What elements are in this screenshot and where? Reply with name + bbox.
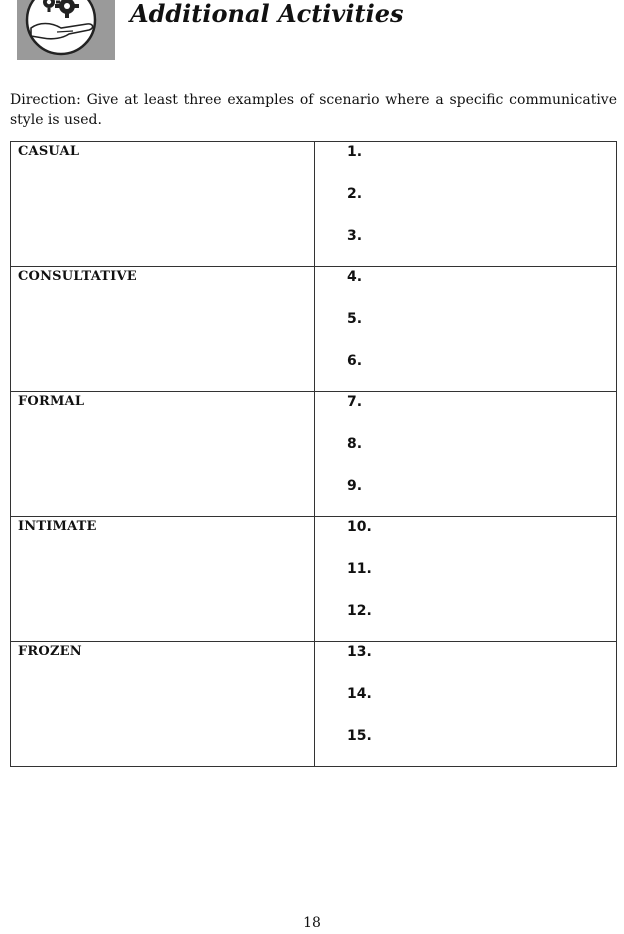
page-title: Additional Activities [130,0,404,28]
style-label: CASUAL [18,144,80,159]
answer-list [315,517,616,619]
style-label: FROZEN [18,644,82,659]
list-item-number: 5. [347,311,363,327]
hand-with-gears-icon [17,0,115,60]
table-row [11,642,617,767]
table-row [11,267,617,392]
list-item-number: 12. [347,603,372,619]
style-cell [11,267,315,392]
style-label: CONSULTATIVE [18,269,137,284]
list-item-number: 11. [347,561,372,577]
communicative-styles-table [10,141,617,767]
answer-cell [315,642,617,767]
list-item-number: 2. [347,186,363,202]
list-item-number: 9. [347,478,363,494]
style-label: FORMAL [18,394,85,409]
answer-cell [315,517,617,642]
list-item-number: 1. [347,144,363,160]
table-row [11,142,617,267]
list-item-number: 3. [347,228,363,244]
list-item-number: 10. [347,519,372,535]
answer-cell [315,142,617,267]
style-cell [11,392,315,517]
style-cell [11,517,315,642]
list-item-number: 14. [347,686,372,702]
answer-list [315,142,616,244]
direction-text: Direction: Give at least three examples of scenario where a specific communicative style is used. [10,92,617,128]
answer-list [315,642,616,744]
answer-cell [315,267,617,392]
list-item-number: 15. [347,728,372,744]
list-item-number: 8. [347,436,363,452]
page-number: 18 [303,915,321,931]
activity-logo [17,0,115,60]
table-row [11,392,617,517]
list-item-number: 6. [347,353,363,369]
answer-list [315,392,616,494]
style-label: INTIMATE [18,519,97,534]
style-cell [11,142,315,267]
table-row [11,517,617,642]
list-item-number: 4. [347,269,363,285]
list-item-number: 13. [347,644,372,660]
list-item-number: 7. [347,394,363,410]
style-cell [11,642,315,767]
answer-list [315,267,616,369]
answer-cell [315,392,617,517]
